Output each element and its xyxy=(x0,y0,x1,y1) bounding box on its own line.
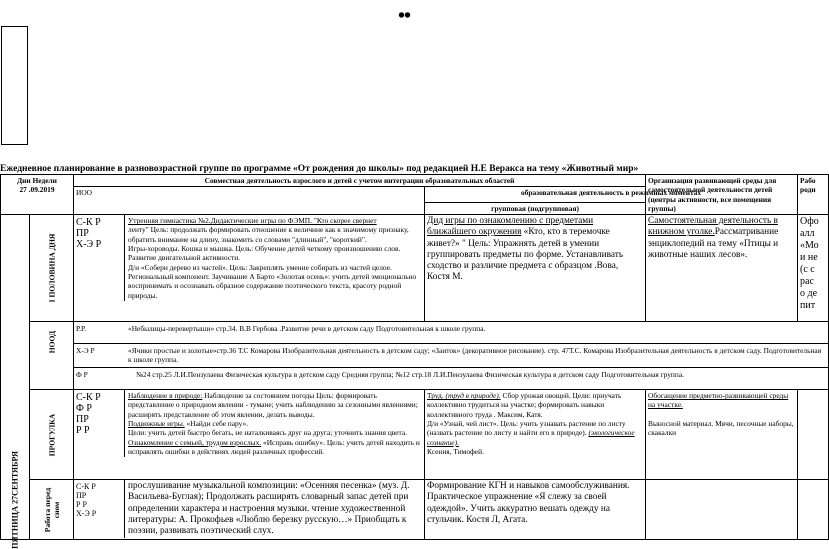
nod-label: НООД xyxy=(46,330,56,354)
morning-group-text: ленту" Цель: продолжать формировать отношение к величине как к значимому признаку, обратить внимание на длину, знакомить со словами "длинный", "короткий". Игры-хороводы. Кошка и мышка. Цель: Обучение детей четкому произношению слов. Развитие двигательной активности. Д/и «Собери дерево из частей». Цель: Закреплять умение собирать из частей целое. Региональный компонент. Заучивание А Барто «Золотая осень»: учить детей эмоционально воспринимать и осознавать образное содержание поэтического текста, красоту родной природы. xyxy=(128,225,417,300)
walk-individual-children: Ксения, Тимофей. xyxy=(427,446,484,456)
morning-label: I ПОЛОВИНА ДНЯ xyxy=(46,233,56,303)
work-label: Работа перед сном xyxy=(42,487,61,532)
plan-table xyxy=(0,174,829,549)
walk-observation-topic: Наблюдение в природе: xyxy=(128,391,203,401)
walk-parents-cell xyxy=(798,390,829,480)
regime-header: образовательная деятельность в режимных моментах xyxy=(425,187,798,203)
nod-row-2-code: Х-Э Р xyxy=(76,346,95,356)
morning-area-codes: С-К Р ПР Х-Э Р xyxy=(76,217,102,251)
work-area-codes: С-К Р ПР Р Р Х-Э Р xyxy=(76,482,97,519)
weekday-label: ПЯТНИЦА 27СЕНТЯБРЯ xyxy=(10,451,20,549)
morning-individual-text: «Кто, кто в теремочке живет?» " Цель: Упражнять детей в умении группировать предметы по форме. Устанавливать сходство и различие предмета с образцом .Вова, Костя М. xyxy=(427,227,624,283)
decorative-dots: •• xyxy=(398,5,411,27)
morning-label-cell xyxy=(30,215,74,322)
walk-area-codes: С-К Р Ф Р ПР Р Р xyxy=(76,392,101,437)
empty-side-box xyxy=(1,26,28,145)
group-header: групповая (подгрупповая) xyxy=(425,202,646,214)
nod-row-3-text: №24 стр.25 Л.И.Пензулаева Физическая культура в детском саду Средняя группа; №12 стр.18 Л.И.Пензулаева Физическая культура в детском саду Подготовительная группа. xyxy=(136,370,684,380)
walk-environment-text: Выносной материал. Мячи, песочные наборы, скакалки xyxy=(648,419,794,438)
day-header-cell xyxy=(1,175,74,215)
environment-header: Организация развивающей среды для самостоятельной деятельности детей (центры активности, все помещения группы) xyxy=(646,175,798,215)
work-label-cell xyxy=(30,480,74,540)
morning-parents-cell: Офо алл «Мо и не (с с рас о де пит xyxy=(798,215,829,322)
walk-environment-topic: Обогащение предметно-развивающей среды на участке. xyxy=(648,391,789,410)
nod-row-1 xyxy=(74,322,829,344)
joint-activity-header: Совместная деятельность взрослого и детей с учетом интеграции образовательных областей xyxy=(74,175,646,187)
walk-games-topic: Подвижные игры. xyxy=(128,419,185,429)
nod-row-1-code: Р.Р. xyxy=(76,324,87,334)
morning-group-line1: Утренняя гимнастика №2.Дидактические игры по ФЭМП. "Кто скорее свернет xyxy=(128,216,377,226)
morning-environment-text: Рассматривание энциклопедий на тему «Птицы и животные наших лесов». xyxy=(648,227,779,260)
walk-family-topic: Ознакомление с семьей, трудом взрослых. xyxy=(128,437,262,447)
ioo-header: ИОО xyxy=(74,187,425,215)
work-individual-text: Формирование КГН и навыков самообслуживания. Практическое упражнение «Я слежу за своей одеждой». Учить аккуратно вешать одежду на стульчик. Костя Л, Агата. xyxy=(425,480,646,540)
walk-environment-cell xyxy=(646,390,798,480)
walk-ecology-note: (экологическое сознание). xyxy=(427,428,635,447)
walk-group-cell xyxy=(74,390,425,480)
nod-row-3 xyxy=(74,368,829,390)
nod-row-2-text: «Ячики простые и золотые»стр.36 Т.С Комарова Изобразительная деятельность в детском саду; «Заиток» (декоративное рисование). стр. 47Т.С. Комарова Изобразительная деятельность в детском саду. Подготовительная к школе группа. xyxy=(128,346,822,365)
walk-family-text: «Исправь ошибку». Цель: учить детей находить и исправлять ошибки в действиях людей различных профессий. xyxy=(128,437,420,456)
walk-observation-text: Наблюдение за состоянием погоды Цель: формировать представление о природном явлении - тумане; учить наблюдению за сезонными явлениями; расширять представление об этом явлении, делать выводы. xyxy=(128,391,418,419)
walk-individual-cell xyxy=(425,390,646,480)
nod-label-cell xyxy=(30,322,74,390)
morning-individual-topic: Дид игры по ознакомлению с предметами ближайшего окружения xyxy=(427,216,594,238)
walk-label-cell xyxy=(30,390,74,480)
morning-codes xyxy=(74,215,425,322)
walk-labor-text: Сбор урожая овощей. Цели: приучать коллективно трудиться на участке; формировать навыки коллективного труда . Максим, Катя. Д/и «Узнай, чей лист». Цель: учить узнавать растение по листу (назвать растение по листу и найти его в природе). xyxy=(427,391,626,438)
walk-labor-prefix: Труд. xyxy=(427,391,446,401)
work-environment-cell xyxy=(646,480,798,540)
work-parents-cell xyxy=(798,480,829,540)
nod-row-2 xyxy=(74,344,829,368)
morning-environment-cell xyxy=(646,215,798,322)
nod-row-3-code: Ф Р xyxy=(76,370,88,380)
page-title: Ежедневное планирование в разновозрастной группе по программе «От рождения до школы» под редакцией Н.Е Веракса на тему «Животный мир» xyxy=(0,164,639,174)
nod-row-1-text: «Небылицы-перевертыши» стр.34. В.В Гербова .Развитие речи в детском саду Подготовительная к школе группа. xyxy=(128,324,486,334)
work-group-cell xyxy=(74,480,425,540)
morning-environment-topic: Самостоятельная деятельность в книжном уголке. xyxy=(648,216,778,238)
walk-label: ПРОГУЛКА xyxy=(46,413,56,456)
walk-labor-topic: (труд в природе). xyxy=(445,391,501,401)
parents-header: Рабо роди xyxy=(798,175,829,215)
walk-games-text: «Найди себе пару». Цели: учить детей быстро бегать, не наталкиваясь друг на друга; уточнить знания цвета. xyxy=(128,419,407,438)
day-header: Дни Недели xyxy=(17,176,57,185)
weekday-cell xyxy=(1,215,30,549)
work-group-text: прослушивание музыкальной композиции: «Осенняя песенка» (муз. Д. Васильева-Буглая); Продолжать расширять словарный запас детей при определении характера и настроения музыки. чтение художественной литературы: А. Прокофьев «Люблю березку русскую…» Приобщать к поэзии, развивать поэтический слух. xyxy=(124,480,424,538)
morning-individual-cell xyxy=(425,215,646,322)
date-header: 27 .09.2019 xyxy=(19,185,55,195)
